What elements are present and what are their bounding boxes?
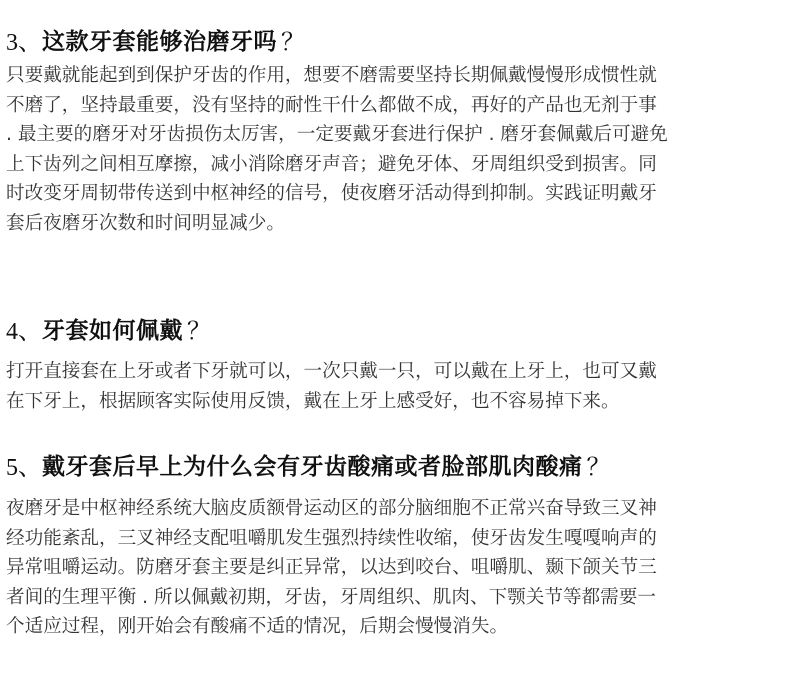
section-number: 5、 [6,454,42,481]
section-heading [6,21,305,57]
body-line: 经功能紊乱，三叉神经支配咀嚼肌发生强烈持续性收缩，使牙齿发生嘎嘎响声的 [6,527,657,549]
body-line: 上下齿列之间相互摩擦，减小消除磨牙声音；避免牙体、牙周组织受到损害。同 [6,153,657,175]
body-line: 夜磨牙是中枢神经系统大脑皮质额骨运动区的部分脑细胞不正常兴奋导致三叉神 [6,498,657,519]
body-line: 打开直接套在上牙或者下牙就可以，一次只戴一只，可以戴在上牙上，也可又戴 [6,361,657,382]
section-title: 牙套如何佩戴 [42,317,183,344]
question-mark: ？ [281,29,305,56]
body-line: 在下牙上，根据顾客实际使用反馈，戴在上牙上感受好，也不容易掉下来。 [6,390,620,412]
section-number: 4、 [6,318,42,345]
section-body [6,61,786,239]
body-line: . 最主要的磨牙对牙齿损伤太厉害，一定要戴牙套进行保护 . 磨牙套佩戴后可避免 [6,124,668,146]
section-heading [6,310,211,346]
body-line: 异常咀嚼运动。防磨牙套主要是纠正异常，以达到咬台、咀嚼肌、颞下颌关节三 [6,557,657,579]
section-number: 3、 [6,29,42,56]
section-title: 戴牙套后早上为什么会有牙齿酸痛或者脸部肌肉酸痛 [42,453,583,480]
body-line: 套后夜磨牙次数和时间明显减少。 [6,212,285,234]
body-line: 只要戴就能起到到保护牙齿的作用，想要不磨需要坚持长期佩戴慢慢形成惯性就 [6,65,657,86]
question-mark: ？ [586,454,611,481]
body-line: 者间的生理平衡 . 所以佩戴初期，牙齿，牙周组织、肌肉、下颚关节等都需要一 [6,586,656,608]
body-line: 不磨了，坚持最重要，没有坚持的耐性干什么都做不成，再好的产品也无剂于事 [6,94,657,116]
section-heading [6,446,611,482]
question-mark: ？ [187,318,211,345]
body-line: 个适应过程，刚开始会有酸痛不适的情况，后期会慢慢消失。 [6,616,509,638]
section-body [6,357,786,416]
section-body [6,494,786,642]
section-title: 这款牙套能够治磨牙吗 [42,28,277,55]
body-line: 时改变牙周韧带传送到中枢神经的信号，使夜磨牙活动得到抑制。实践证明戴牙 [6,183,657,205]
